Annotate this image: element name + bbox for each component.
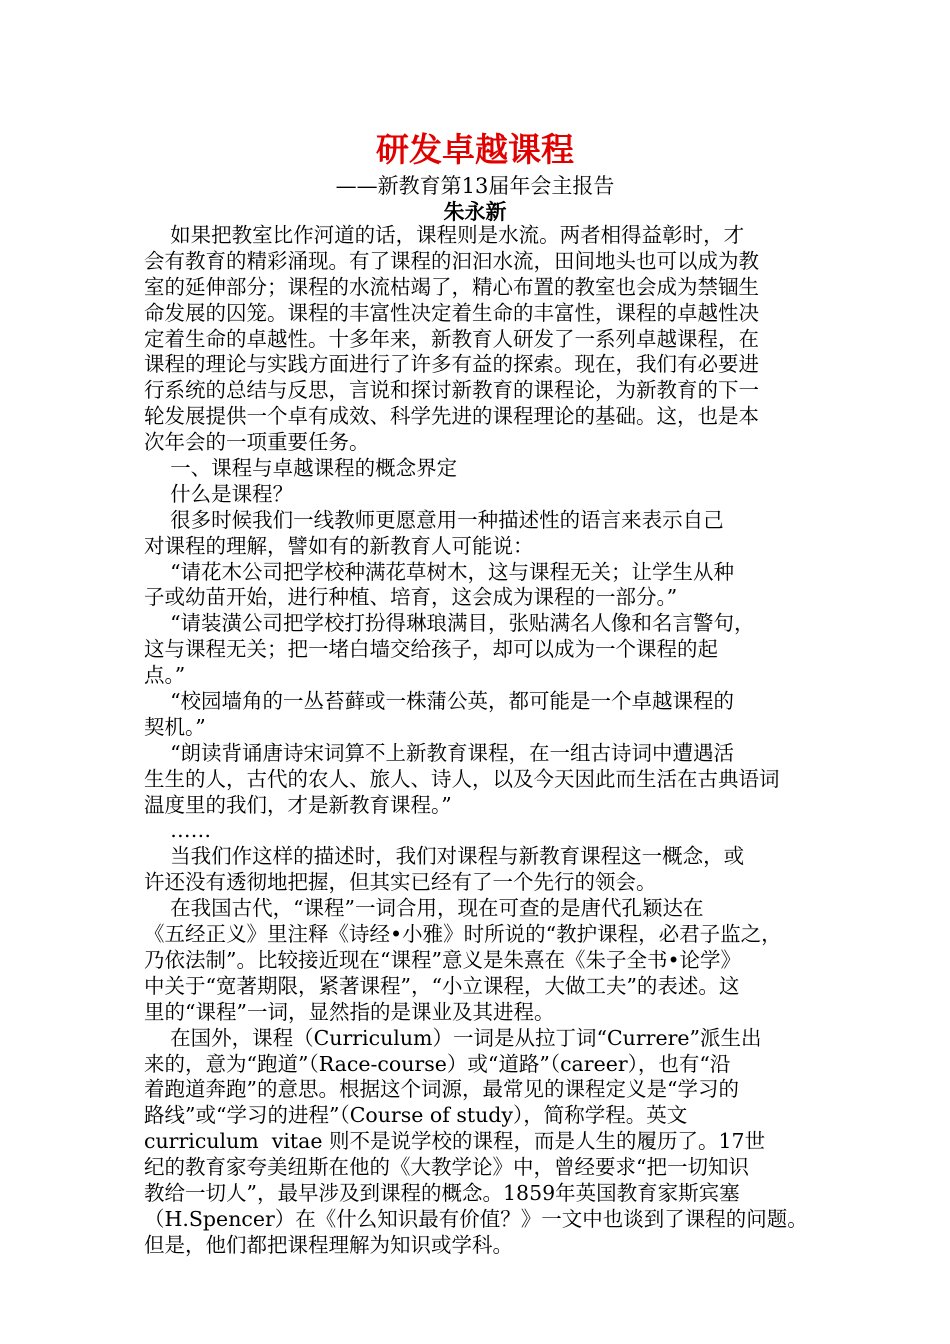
section-heading: 一、课程与卓越课程的概念界定: [144, 456, 458, 481]
body-line: 但是，他们都把课程理解为知识或学科。: [144, 1232, 513, 1257]
body-line: 对课程的理解，譬如有的新教育人可能说：: [144, 533, 534, 558]
body-line: （H.Spencer）在《什么知识最有价值？》一文中也谈到了课程的问题。: [144, 1206, 808, 1231]
body-line: 《五经正义》里注释《诗经•小雅》时所说的“教护课程，必君子监之，: [144, 922, 782, 947]
body-line: 点。”: [144, 663, 186, 688]
body-line: “校园墙角的一丛苔藓或一株蒲公英，都可能是一个卓越课程的: [144, 689, 735, 714]
body-line: 命发展的囚笼。课程的丰富性决定着生命的丰富性，课程的卓越性决: [144, 300, 759, 325]
document-title: 研发卓越课程: [376, 130, 574, 169]
document-subtitle: ——新教育第13届年会主报告: [335, 174, 615, 198]
body-line: 中关于“宽著期限，紧著课程”，“小立课程，大做工夫”的表述。这: [144, 973, 740, 998]
body-line: “请装潢公司把学校打扮得琳琅满目，张贴满名人像和名言警句，: [144, 611, 755, 636]
body-line: 课程的理论与实践方面进行了许多有益的探索。现在，我们有必要进: [144, 352, 759, 377]
body-line: 这与课程无关；把一堵白墙交给孩子，却可以成为一个课程的起: [144, 637, 718, 662]
document-author: 朱永新: [443, 199, 507, 224]
body-line: 着跑道奔跑”的意思。根据这个词源，最常见的课程定义是“学习的: [144, 1077, 739, 1102]
body-line: 教给一切人”，最早涉及到课程的概念。1859年英国教育家斯宾塞: [144, 1180, 740, 1205]
body-line: 行系统的总结与反思，言说和探讨新教育的课程论，为新教育的下一: [144, 378, 759, 403]
body-line: 定着生命的卓越性。十多年来，新教育人研发了一系列卓越课程，在: [144, 326, 759, 351]
body-line: 很多时候我们一线教师更愿意用一种描述性的语言来表示自己: [144, 507, 724, 532]
body-line: “朗读背诵唐诗宋词算不上新教育课程，在一组古诗词中遭遇活: [144, 740, 735, 765]
body-line: curriculum vitae 则不是说学校的课程，而是人生的履历了。17世: [144, 1129, 766, 1154]
document-body: [144, 223, 820, 1259]
body-line: 轮发展提供一个卓有成效、科学先进的课程理论的基础。这，也是本: [144, 404, 759, 429]
body-line: 会有教育的精彩涌现。有了课程的汩汩水流，田间地头也可以成为教: [144, 248, 759, 273]
body-line: 路线”或“学习的进程”（Course of study），简称学程。英文: [144, 1103, 688, 1128]
body-line: 当我们作这样的描述时，我们对课程与新教育课程这一概念，或: [144, 844, 745, 869]
body-line: 如果把教室比作河道的话，课程则是水流。两者相得益彰时，才: [144, 223, 745, 247]
body-line: 来的，意为“跑道”（Race-course）或“道路”（career），也有“沿: [144, 1051, 731, 1076]
body-line: 子或幼苗开始，进行种植、培育，这会成为课程的一部分。”: [144, 585, 678, 610]
body-line: 室的延伸部分；课程的水流枯竭了，精心布置的教室也会成为禁锢生: [144, 274, 759, 299]
body-line: 次年会的一项重要任务。: [144, 430, 370, 455]
body-line: 里的“课程”一词，显然指的是课业及其进程。: [144, 999, 555, 1024]
body-line: “请花木公司把学校种满花草树木，这与课程无关；让学生从种: [144, 559, 735, 584]
body-line: 生生的人，古代的农人、旅人、诗人，以及今天因此而生活在古典语词: [144, 766, 780, 791]
body-line: 什么是课程？: [144, 481, 294, 506]
body-line: 许还没有透彻地把握，但其实已经有了一个先行的领会。: [144, 870, 657, 895]
body-line: 乃依法制”。比较接近现在“课程”意义是朱熹在《朱子全书•论学》: [144, 947, 742, 972]
body-line: 纪的教育家夸美纽斯在他的《大教学论》中，曾经要求“把一切知识: [144, 1155, 749, 1180]
body-line: 契机。”: [144, 714, 206, 739]
body-line: 在我国古代，“课程”一词合用，现在可查的是唐代孔颖达在: [144, 896, 704, 921]
body-line: 在国外，课程（Curriculum）一词是从拉丁词“Currere”派生出: [144, 1025, 762, 1050]
body-line: 温度里的我们，才是新教育课程。”: [144, 792, 452, 817]
body-line: ……: [144, 818, 212, 843]
